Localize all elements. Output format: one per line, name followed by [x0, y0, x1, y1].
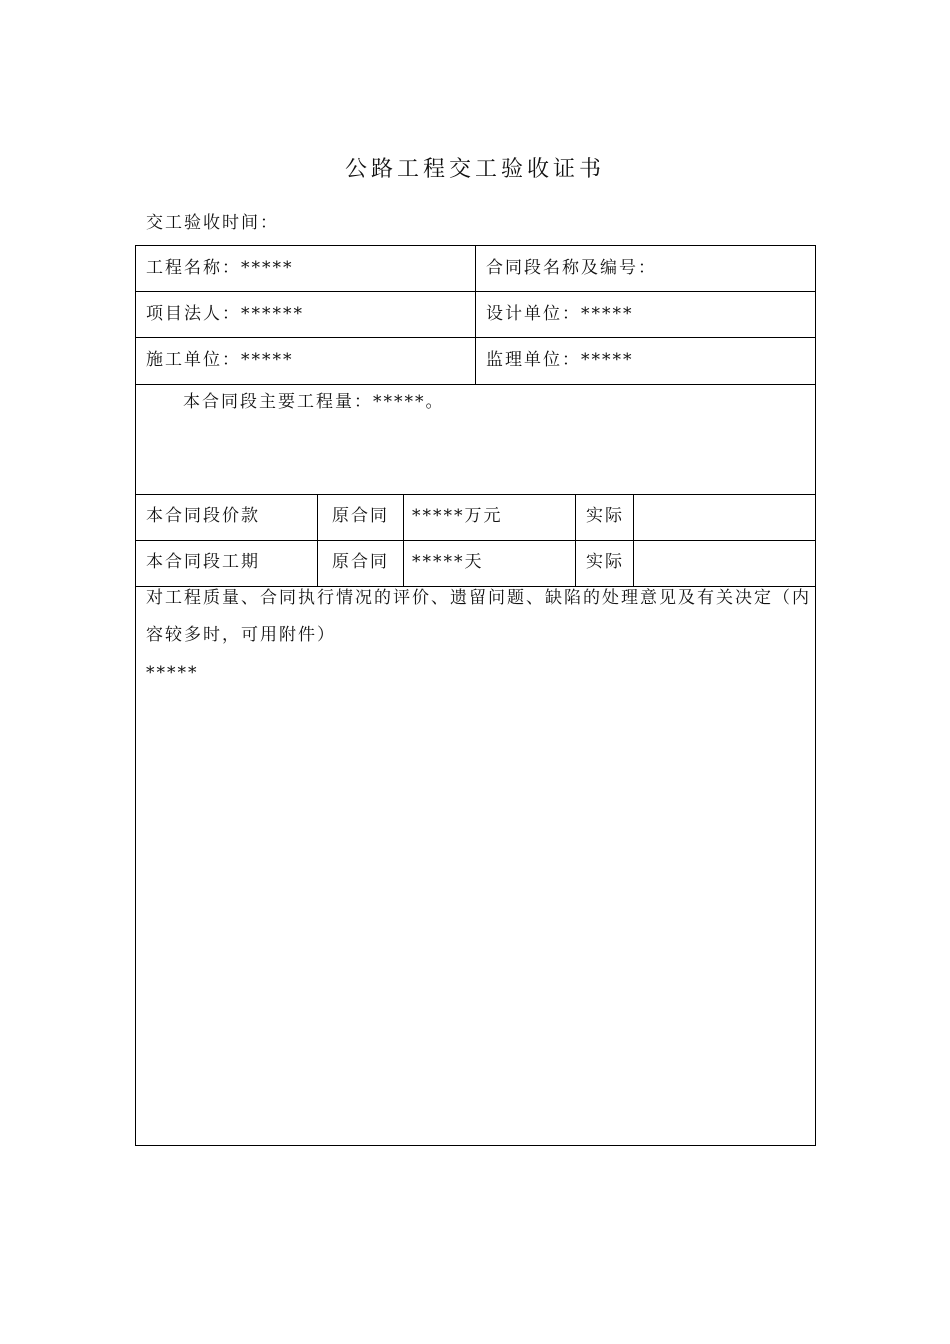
- duration-original-label: 原合同: [332, 552, 389, 572]
- column-divider: [475, 246, 476, 384]
- row-divider: [136, 384, 815, 385]
- column-divider: [575, 494, 576, 586]
- column-divider: [317, 494, 318, 586]
- construction-unit-field: 施工单位：*****: [146, 350, 294, 370]
- column-divider: [403, 494, 404, 586]
- project-legal-person-field: 项目法人：******: [146, 304, 304, 324]
- project-name-field: 工程名称：*****: [146, 258, 294, 278]
- duration-actual-label: 实际: [586, 552, 624, 572]
- duration-original-value: *****天: [412, 552, 484, 572]
- contract-section-field: 合同段名称及编号：: [486, 258, 657, 278]
- design-unit-field: 设计单位：*****: [486, 304, 634, 324]
- price-original-label: 原合同: [332, 506, 389, 526]
- main-quantities-field: 本合同段主要工程量：*****。: [183, 392, 445, 412]
- evaluation-heading-line1: 对工程质量、合同执行情况的评价、遗留问题、缺陷的处理意见及有关决定（内: [146, 588, 811, 608]
- column-divider: [633, 494, 634, 586]
- duration-row-label: 本合同段工期: [146, 552, 260, 572]
- price-row-label: 本合同段价款: [146, 506, 260, 526]
- row-divider: [136, 494, 815, 495]
- supervision-unit-field: 监理单位：*****: [486, 350, 634, 370]
- price-original-value: *****万元: [412, 506, 503, 526]
- acceptance-date-label: 交工验收时间：: [146, 213, 279, 233]
- evaluation-heading-line2: 容较多时，可用附件）: [146, 625, 336, 645]
- acceptance-form-table: [135, 245, 816, 1146]
- evaluation-body: *****: [146, 663, 199, 683]
- document-title: 公路工程交工验收证书: [344, 157, 605, 182]
- price-actual-label: 实际: [586, 506, 624, 526]
- row-divider: [136, 540, 815, 541]
